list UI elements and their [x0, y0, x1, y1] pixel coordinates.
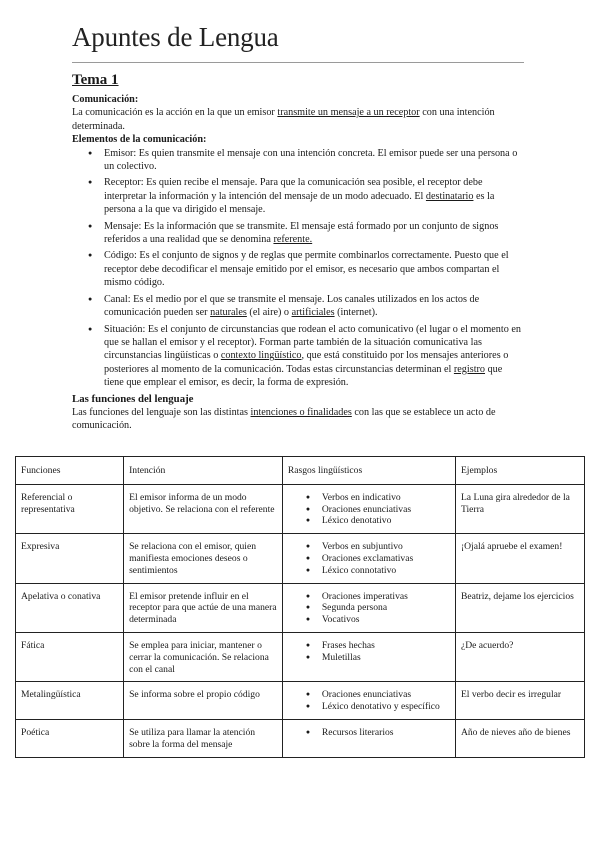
list-item: ● Oraciones enunciativas: [322, 689, 450, 701]
list-item-mensaje: ● Mensaje: Es la información que se transmite. El mensaje está formado por un conjunto de signos referidos a una realidad que se denomina referente.: [104, 220, 524, 247]
column-header: Intención: [124, 457, 283, 485]
cell-intencion: El emisor informa de un modo objetivo. Se relaciona con el referente: [124, 484, 283, 533]
elementos-heading: Elementos de la comunicación:: [72, 134, 207, 146]
column-header: Ejemplos: [455, 457, 584, 485]
table-row: [16, 583, 585, 632]
list-item: ● Recursos literarios: [322, 727, 450, 739]
table-row: [16, 719, 585, 757]
cell-intencion: Se emplea para iniciar, mantener o cerrar la comunicación. Se relaciona con el canal: [124, 632, 283, 681]
column-header: Funciones: [16, 457, 124, 485]
list-item: ● Léxico denotativo y específico: [322, 701, 450, 713]
list-item: ● Léxico denotativo: [322, 515, 450, 527]
table-row: [16, 682, 585, 720]
table-row: [16, 534, 585, 583]
list-item: ● Vocativos: [322, 614, 450, 626]
cell-ejemplo: ¡Ojalá apruebe el examen!: [455, 534, 584, 583]
title-divider: [72, 62, 524, 63]
cell-intencion: Se relaciona con el emisor, quien manifiesta emociones deseos o sentimientos: [124, 534, 283, 583]
cell-funcion: Poética: [16, 719, 124, 757]
cell-ejemplo: Año de nieves año de bienes: [455, 719, 584, 757]
funciones-table: [15, 456, 585, 758]
notes-body: [72, 93, 524, 433]
list-item: ● Léxico connotativo: [322, 565, 450, 577]
cell-intencion: Se utiliza para llamar la atención sobre la forma del mensaje: [124, 719, 283, 757]
list-item-situacion: ● Situación: Es el conjunto de circunstancias que rodean el acto comunicativo (el lugar o el momento en que se hallan el emisor y el receptor). Forman parte también de la situación comunicativa las circunstancias lingüísticas o contexto lingüístico, que está constituido por los mensajes anteriores o posteriores al momento de la comunicación. Todas estas circunstancias determinan el registro que tiene que emplear el emisor, es decir, la forma de expresión.: [104, 323, 524, 390]
elementos-list: [72, 147, 524, 390]
table-row: [16, 632, 585, 681]
cell-funcion: Fática: [16, 632, 124, 681]
comunicacion-definition: La comunicación es la acción en la que un emisor transmite un mensaje a un receptor con una intención determinada.: [72, 107, 495, 132]
cell-ejemplo: ¿De acuerdo?: [455, 632, 584, 681]
list-item-canal: ● Canal: Es el medio por el que se transmite el mensaje. Los canales utilizados en los actos de comunicación pueden ser naturales (el aire) o artificiales (internet).: [104, 293, 524, 320]
list-item: ● Verbos en subjuntivo: [322, 541, 450, 553]
cell-intencion: El emisor pretende influir en el receptor para que actúe de una manera determinada: [124, 583, 283, 632]
cell-rasgos: [282, 583, 455, 632]
list-item: ● Frases hechas: [322, 640, 450, 652]
section-title-tema: Tema 1: [72, 72, 119, 88]
table-header-row: [16, 457, 585, 485]
list-item-receptor: ● Receptor: Es quien recibe el mensaje. Para que la comunicación sea posible, el receptor debe interpretar la información y la intención del mensaje de un modo adecuado. El destinatario es la persona a la que va dirigido el mensaje.: [104, 176, 524, 216]
list-item: ● Oraciones imperativas: [322, 591, 450, 603]
list-item-codigo: ● Código: Es el conjunto de signos y de reglas que permite combinarlos correctamente. Puesto que el receptor debe decodificar el mensaje emitido por el emisor, es necesario que ambos compartan el mismo código.: [104, 249, 524, 289]
cell-rasgos: [282, 534, 455, 583]
list-item: ● Oraciones exclamativas: [322, 553, 450, 565]
cell-rasgos: [282, 632, 455, 681]
cell-funcion: Metalingüística: [16, 682, 124, 720]
cell-ejemplo: El verbo decir es irregular: [455, 682, 584, 720]
column-header: Rasgos lingüísticos: [282, 457, 455, 485]
list-item: ● Verbos en indicativo: [322, 492, 450, 504]
cell-funcion: Apelativa o conativa: [16, 583, 124, 632]
list-item: ● Segunda persona: [322, 602, 450, 614]
cell-funcion: Expresiva: [16, 534, 124, 583]
list-item-emisor: ● Emisor: Es quien transmite el mensaje con una intención concreta. El emisor puede ser una persona o un colectivo.: [104, 147, 524, 174]
comunicacion-heading: Comunicación:: [72, 94, 139, 105]
cell-rasgos: [282, 719, 455, 757]
document-title: Apuntes de Lengua: [72, 22, 279, 52]
funciones-definition: Las funciones del lenguaje son las distintas intenciones o finalidades con las que se establece un acto de comunicación.: [72, 406, 496, 432]
funciones-heading: Las funciones del lenguaje: [72, 392, 194, 405]
list-item: ● Oraciones enunciativas: [322, 504, 450, 516]
cell-ejemplo: Beatriz, dejame los ejercicios: [455, 583, 584, 632]
table-row: [16, 484, 585, 533]
list-item: ● Muletillas: [322, 652, 450, 664]
cell-funcion: Referencial o representativa: [16, 484, 124, 533]
cell-intencion: Se informa sobre el propio código: [124, 682, 283, 720]
cell-ejemplo: La Luna gira alrededor de la Tierra: [455, 484, 584, 533]
cell-rasgos: [282, 682, 455, 720]
cell-rasgos: [282, 484, 455, 533]
